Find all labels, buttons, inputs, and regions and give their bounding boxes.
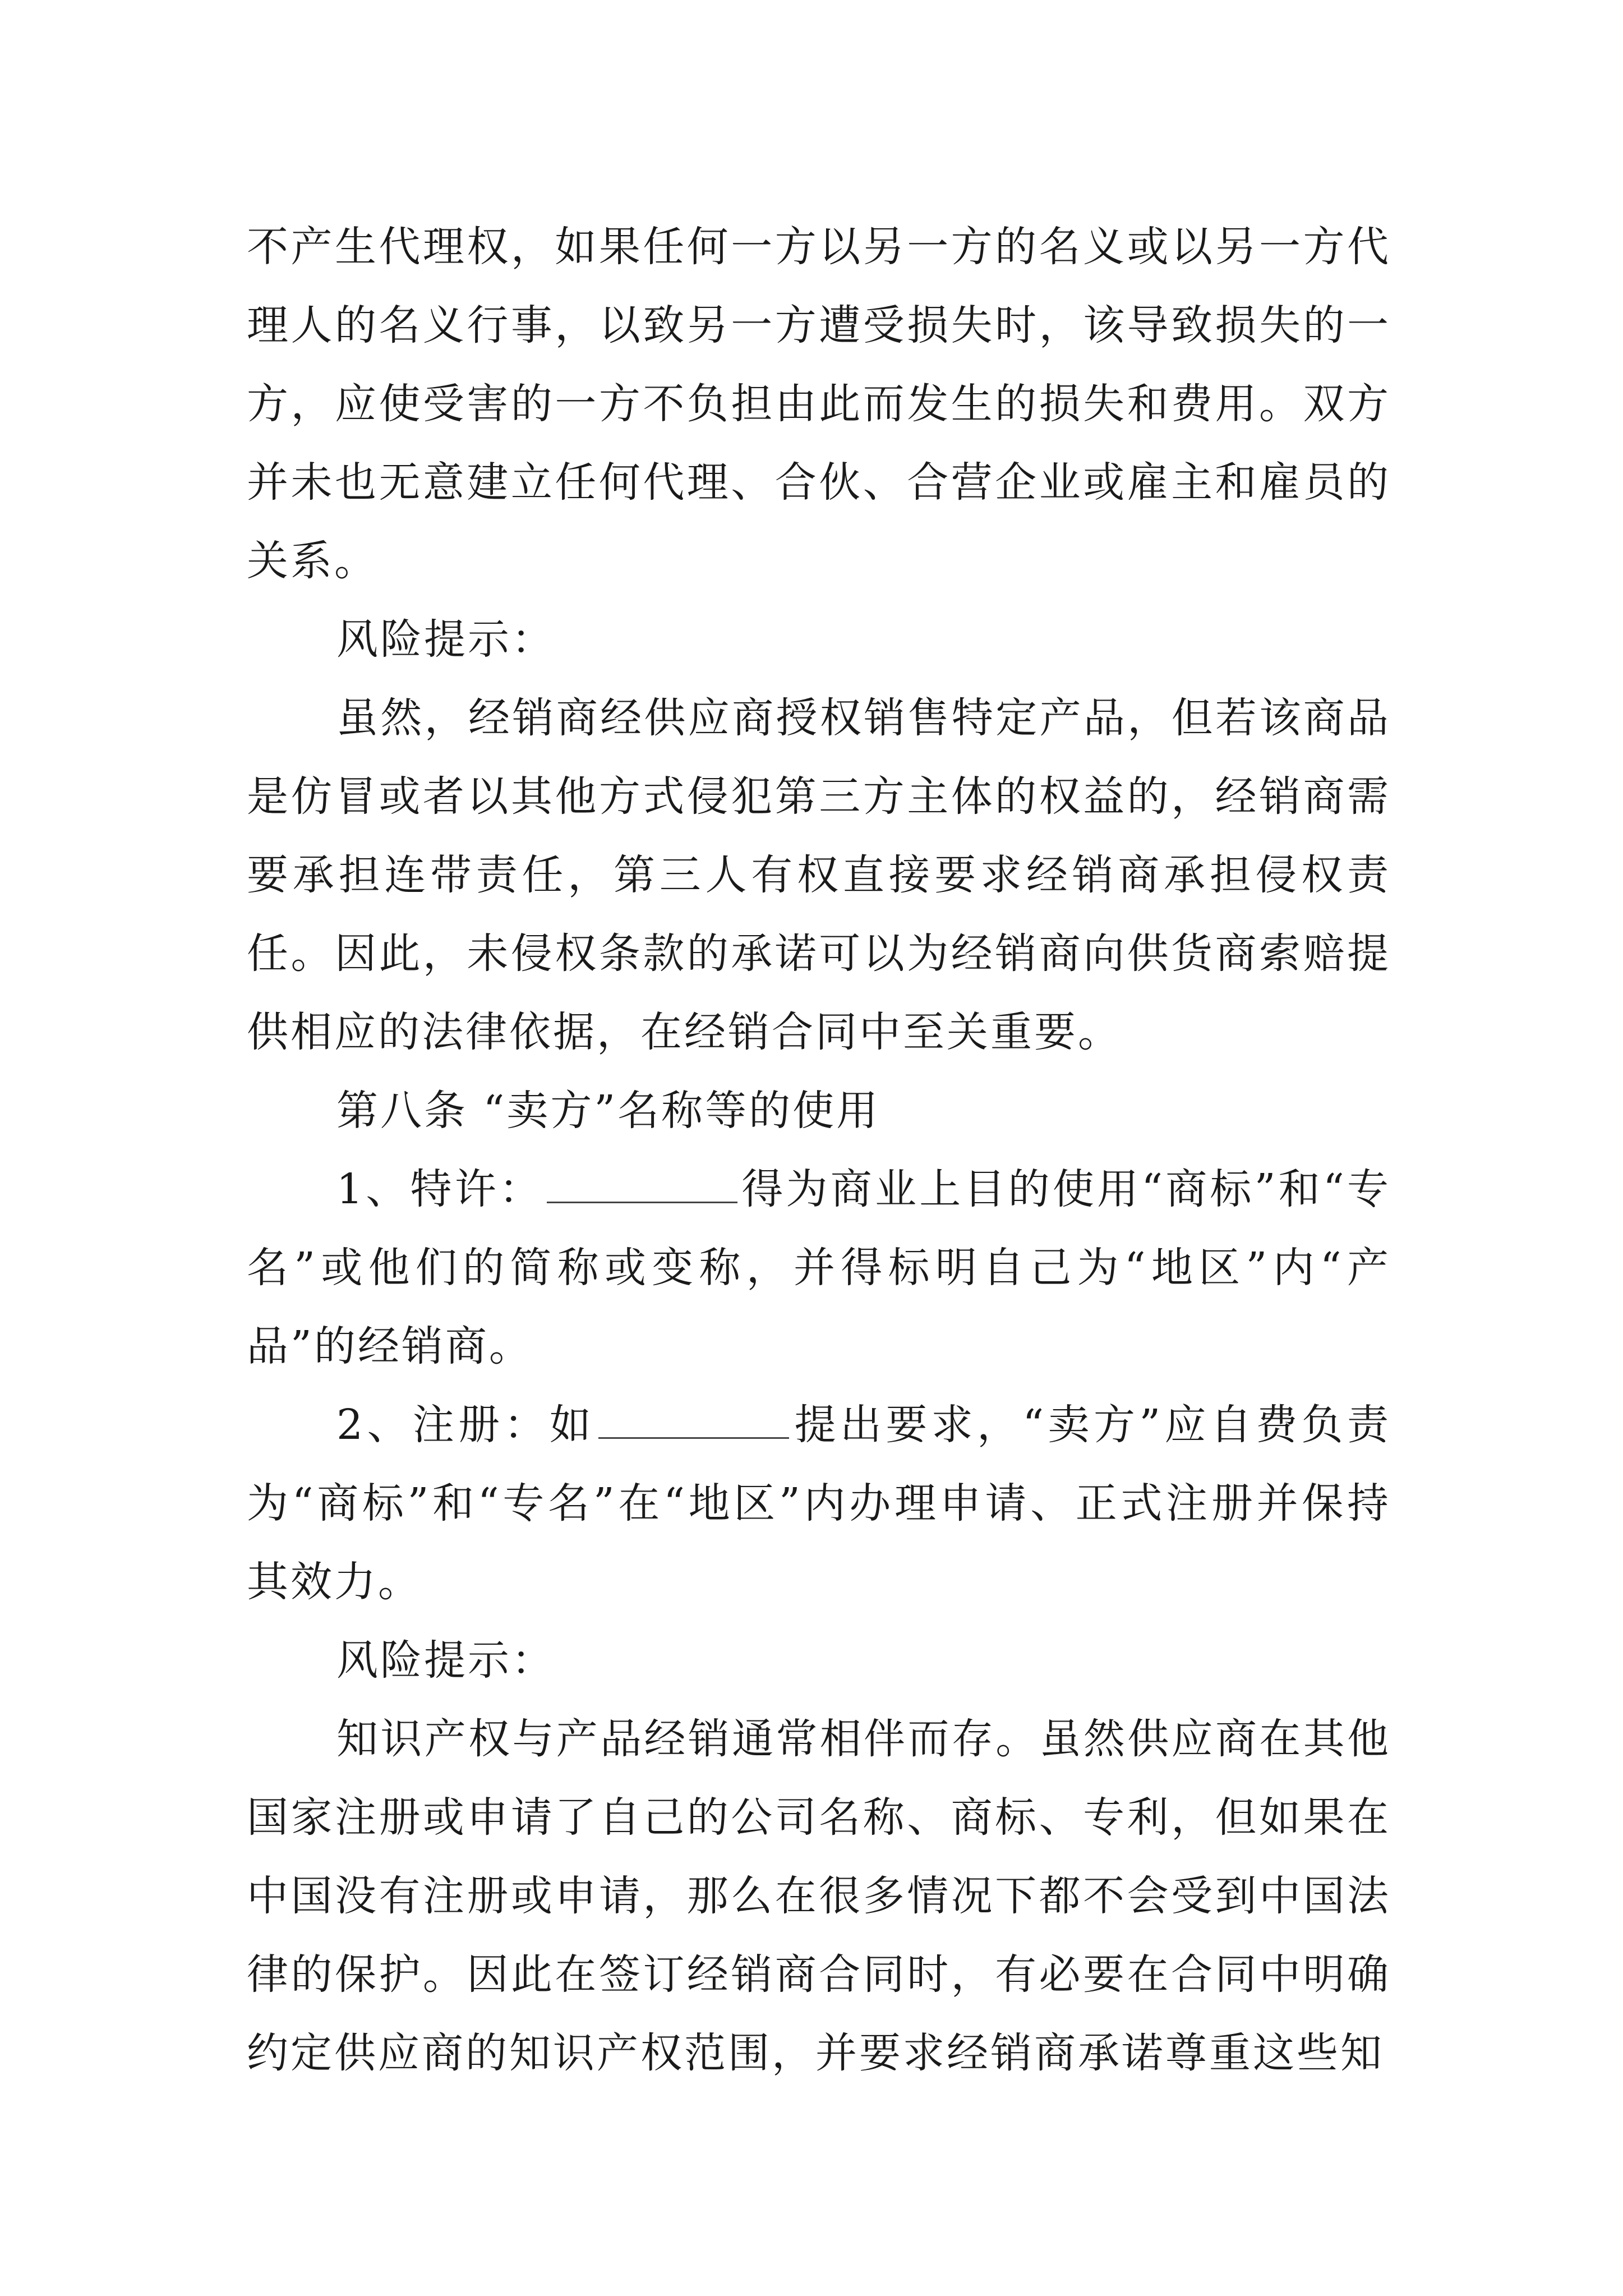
license-label: 1、特许： [336,1165,544,1213]
paragraph-registration [247,1386,1391,1621]
license-party-blank [547,1168,737,1203]
document-body [247,208,1391,2092]
paragraph-infringement-risk: 虽然，经销商经供应商授权销售特定产品，但若该商品是仿冒或者以其他方式侵犯第三方主体的权益的，经销商需要承担连带责任，第三人有权直接要求经销商承担侵权责任。因此，未侵权条款的承诺可以为经销商向供货商索赔提供相应的法律依据，在经销合同中至关重要。 [247,694,1391,1056]
paragraph-agency-clause: 不产生代理权，如果任何一方以另一方的名义或以另一方代理人的名义行事，以致另一方遭受损失时，该导致损失的一方，应使受害的一方不负担由此而发生的损失和费用。双方并未也无意建立任何代理、合伙、合营企业或雇主和雇员的关系。 [247,223,1391,585]
license-text: 得为商业上目的使用“商标”和“专名”或他们的简称或变称，并得标明自己为“地区”内“产品”的经销商。 [247,1165,1391,1370]
registration-party-blank [598,1404,789,1439]
risk-notice-heading-2: 风险提示： [336,1636,555,1685]
registration-text: 提出要求，“卖方”应自费负责为“商标”和“专名”在“地区”内办理申请、正式注册并保持其效力。 [247,1401,1391,1606]
paragraph-ip-risk: 知识产权与产品经销通常相伴而存。虽然供应商在其他国家注册或申请了自己的公司名称、商标、专利，但如果在中国没有注册或申请，那么在很多情况下都不会受到中国法律的保护。因此在签订经销商合同时，有必要在合同中明确约定供应商的知识产权范围，并要求经销商承诺尊重这些知 [247,1715,1391,2077]
paragraph-license [247,1150,1391,1386]
registration-label: 2、注册：如 [336,1401,596,1449]
risk-notice-heading-1: 风险提示： [336,615,555,664]
article-eight-heading: 第八条 “卖方”名称等的使用 [336,1087,880,1135]
